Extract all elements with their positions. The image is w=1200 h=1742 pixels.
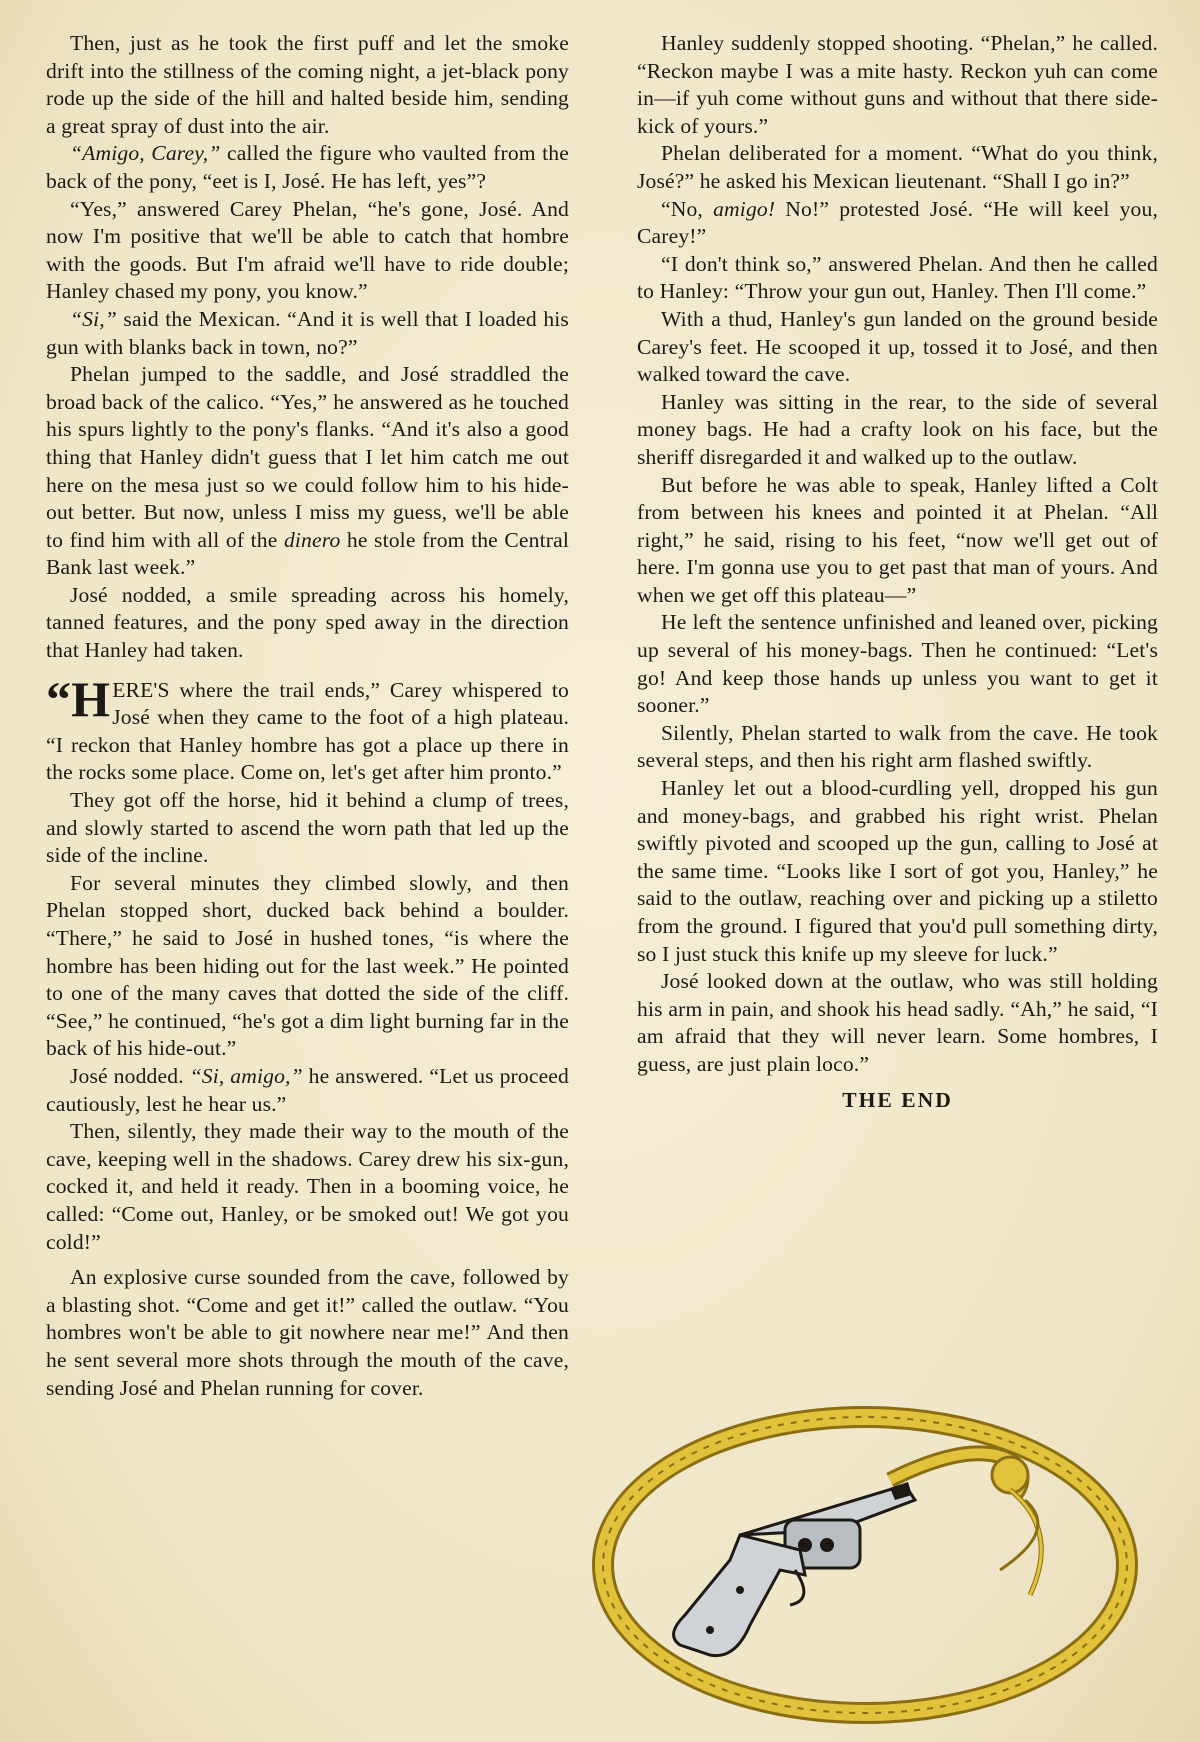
left-text-column bbox=[46, 30, 569, 1402]
italic-span: amigo! bbox=[713, 196, 776, 221]
paragraph bbox=[637, 196, 1158, 251]
paragraph: Hanley suddenly stopped shooting. “Phelan,” he called. “Reckon maybe I was a mite hasty. Reckon yuh can come in—if yuh come without guns and without that there side-kick of yours.” bbox=[637, 31, 1158, 138]
paragraph: José looked down at the outlaw, who was still holding his arm in pain, and shook his head sadly. “Ah,” he said, “I am afraid that they will never learn. Some hombres, I guess, are just plain loco.” bbox=[637, 969, 1158, 1076]
section-opening-paragraph bbox=[46, 670, 569, 787]
paragraph bbox=[46, 361, 569, 582]
the-end-label: THE END bbox=[842, 1087, 953, 1112]
text-span: Phelan jumped to the saddle, and José straddled the broad back of the calico. “Yes,” he answered as he touched his spurs lightly to the pony's flanks. “And it's also a good thing that Hanley didn't guess that I let him catch me out here on the mesa just so we could follow him to his hide-out better. But now, unless I miss my guess, we'll be able to find him with all of the bbox=[46, 362, 569, 552]
paragraph: “Yes,” answered Carey Phelan, “he's gone, José. And now I'm positive that we'll be able to catch that hombre with the goods. But I'm afraid we'll have to ride double; Hanley chased my pony, you know.” bbox=[46, 196, 569, 304]
paragraph: Phelan deliberated for a moment. “What do you think, José?” he asked his Mexican lieutenant. “Shall I go in?” bbox=[637, 141, 1158, 193]
paragraph bbox=[46, 140, 569, 195]
lasso-revolver-illustration bbox=[590, 1400, 1150, 1725]
italic-span: “Amigo, Carey,” bbox=[70, 141, 221, 166]
text-span: José nodded. bbox=[70, 1063, 190, 1088]
text-span: he answered. “Let us proceed cautiously, lest he hear us.” bbox=[46, 1063, 569, 1116]
text-span: “No, bbox=[661, 196, 714, 221]
text-span: No!” protested José. “He will keel you, Carey!” bbox=[637, 196, 1158, 249]
paragraph: With a thud, Hanley's gun landed on the ground beside Carey's feet. He scooped it up, tossed it to José, and then walked toward the cave. bbox=[637, 306, 1158, 387]
paragraph: Hanley was sitting in the rear, to the side of several money bags. He had a crafty look on his face, but the sheriff disregarded it and walked up to the outlaw. bbox=[637, 389, 1158, 469]
italic-span: “Si, amigo,” bbox=[189, 1063, 303, 1088]
paragraph: Silently, Phelan started to walk from the cave. He took several steps, and then his right arm flashed swiftly. bbox=[637, 720, 1158, 773]
text-span: he stole from the Central Bank last week.” bbox=[46, 527, 569, 580]
paragraph: Then, just as he took the first puff and let the smoke drift into the stillness of the coming night, a jet-black pony rode up the side of the hill and halted beside him, sending a great spray of dust into the air. bbox=[46, 31, 569, 138]
text-span: called the figure who vaulted from the back of the pony, “eet is I, José. He has left, yes”? bbox=[46, 141, 569, 193]
drop-cap: “H bbox=[46, 670, 111, 727]
paragraph: He left the sentence unfinished and leaned over, picking up several of his money-bags. Then he continued: “Let's go! And keep those hands up unless you want to get it sooner.” bbox=[637, 610, 1158, 718]
text-span: ERE'S where the trail ends,” Carey whispered to José when they came to the foot of a high plateau. “I reckon that Hanley hombre has got a place up there in the rocks some place. Come on, let's get after him pronto.” bbox=[46, 677, 569, 785]
paragraph bbox=[46, 1063, 569, 1118]
paragraph: José nodded, a smile spreading across his homely, tanned features, and the pony sped away in the direction that Hanley had taken. bbox=[46, 582, 569, 663]
revolver-icon bbox=[674, 1482, 915, 1656]
paragraph: Then, silently, they made their way to the mouth of the cave, keeping well in the shadows. Carey drew his six-gun, cocked it, and held it ready. Then in a booming voice, he called: “Come out, Hanley, or be smoked out! We got you cold!” bbox=[46, 1119, 569, 1254]
paragraph bbox=[46, 306, 569, 361]
paragraph: But before he was able to speak, Hanley lifted a Colt from between his knees and pointed it at Phelan. “All right,” he said, rising to his feet, “now we'll get out of here. I'm gonna use you to get past that man of yours. And when we get off this plateau—” bbox=[637, 472, 1158, 607]
italic-span: dinero bbox=[283, 527, 341, 552]
paragraph: “I don't think so,” answered Phelan. And then he called to Hanley: “Throw your gun out, Hanley. Then I'll come.” bbox=[637, 251, 1158, 304]
paragraph: For several minutes they climbed slowly, and then Phelan stopped short, ducked back behind a boulder. “There,” he said to José in hushed tones, “is where the hombre has been hiding out for the last week.” He pointed to one of the many caves that dotted the side of the cliff. “See,” he continued, “he's got a dim light burning far in the back of his hide-out.” bbox=[46, 870, 569, 1061]
right-text-column bbox=[637, 30, 1158, 1114]
paragraph: They got off the horse, hid it behind a clump of trees, and slowly started to ascend the worn path that led up the side of the incline. bbox=[46, 788, 569, 868]
text-span: said the Mexican. “And it is well that I loaded his gun with blanks back in town, no?” bbox=[46, 306, 569, 359]
paragraph: An explosive curse sounded from the cave, followed by a blasting shot. “Come and get it!” called the outlaw. “You hombres won't be able to git nowhere near me!” And then he sent several more shots through the mouth of the cave, sending José and Phelan running for cover. bbox=[46, 1265, 569, 1400]
paragraph: Hanley let out a blood-curdling yell, dropped his gun and money-bags, and grabbed his right wrist. Phelan swiftly pivoted and scooped up the gun, calling to José at the same time. “Looks like I sort of got you, Hanley,” he said to the outlaw, reaching over and picking up a stiletto from the ground. I figured that you'd pull something dirty, so I just stuck this knife up my sleeve for luck.” bbox=[637, 776, 1158, 966]
italic-span: “Si,” bbox=[70, 306, 117, 331]
lasso-rope-icon bbox=[603, 1417, 1127, 1713]
